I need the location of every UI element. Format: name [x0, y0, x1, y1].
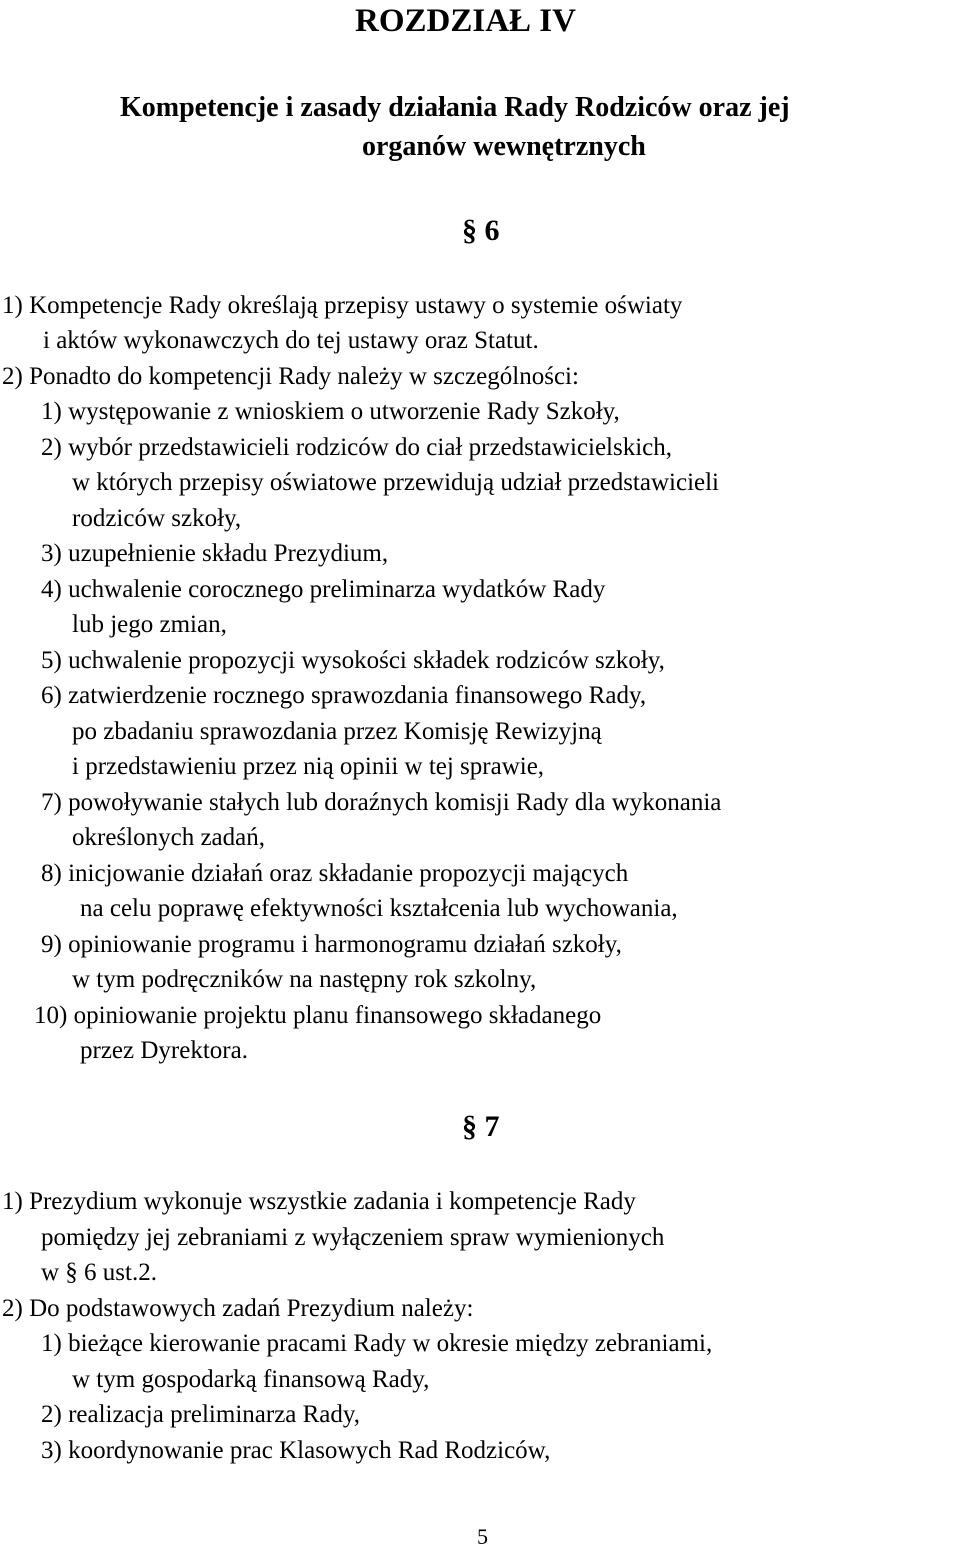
- section-7-line: 2) Do podstawowych zadań Prezydium należy:: [2, 1295, 474, 1322]
- section-6-line: 8) inicjowanie działań oraz składanie propozycji mających: [41, 860, 629, 887]
- chapter-title: ROZDZIAŁ IV: [355, 3, 576, 39]
- section-7-line: w tym gospodarką finansową Rady,: [72, 1366, 430, 1393]
- section-6-line: na celu poprawę efektywności kształcenia lub wychowania,: [80, 895, 678, 922]
- section-6-line: lub jego zmian,: [72, 611, 227, 638]
- section-6-line: i przedstawieniu przez nią opinii w tej sprawie,: [72, 753, 545, 780]
- section-6-line: w tym podręczników na następny rok szkolny,: [72, 966, 537, 993]
- section-6-line: 1) Kompetencje Rady określają przepisy ustawy o systemie oświaty: [2, 292, 683, 319]
- section-7-line: 3) koordynowanie prac Klasowych Rad Rodziców,: [41, 1437, 551, 1464]
- section-6-line: 1) występowanie z wnioskiem o utworzenie Rady Szkoły,: [41, 398, 620, 425]
- section-6-line: 9) opiniowanie programu i harmonogramu działań szkoły,: [41, 931, 622, 958]
- section-6-line: 5) uchwalenie propozycji wysokości składek rodziców szkoły,: [41, 647, 665, 674]
- section-6-line: 10) opiniowanie projektu planu finansowego składanego: [34, 1002, 602, 1029]
- section-6-line: określonych zadań,: [72, 824, 265, 851]
- section-6-heading: § 6: [462, 214, 500, 247]
- chapter-subtitle-line-1: Kompetencje i zasady działania Rady Rodziców oraz jej: [120, 92, 790, 123]
- section-6-line: w których przepisy oświatowe przewidują udział przedstawicieli: [72, 469, 719, 496]
- section-6-line: 2) wybór przedstawicieli rodziców do ciał przedstawicielskich,: [41, 434, 673, 461]
- section-7-line: 1) bieżące kierowanie pracami Rady w okresie między zebraniami,: [41, 1330, 713, 1357]
- section-7-line: w § 6 ust.2.: [41, 1259, 157, 1286]
- section-6-line: po zbadaniu sprawozdania przez Komisję Rewizyjną: [72, 718, 602, 745]
- section-6-line: 6) zatwierdzenie rocznego sprawozdania finansowego Rady,: [41, 682, 647, 709]
- section-7-heading: § 7: [462, 1110, 500, 1143]
- section-6-line: 3) uzupełnienie składu Prezydium,: [41, 540, 389, 567]
- chapter-subtitle-line-2: organów wewnętrznych: [362, 131, 646, 162]
- section-6-line: 7) powoływanie stałych lub doraźnych komisji Rady dla wykonania: [41, 789, 722, 816]
- section-7-line: pomiędzy jej zebraniami z wyłączeniem spraw wymienionych: [41, 1224, 665, 1251]
- section-6-line: przez Dyrektora.: [80, 1037, 248, 1064]
- section-6-line: 2) Ponadto do kompetencji Rady należy w szczególności:: [2, 363, 579, 390]
- section-7-line: 2) realizacja preliminarza Rady,: [41, 1401, 361, 1428]
- page-number: 5: [477, 1524, 488, 1549]
- section-7-line: 1) Prezydium wykonuje wszystkie zadania i kompetencje Rady: [2, 1188, 636, 1215]
- section-6-line: rodziców szkoły,: [72, 505, 242, 532]
- section-6-line: 4) uchwalenie corocznego preliminarza wydatków Rady: [41, 576, 606, 603]
- section-6-line: i aktów wykonawczych do tej ustawy oraz Statut.: [43, 327, 539, 354]
